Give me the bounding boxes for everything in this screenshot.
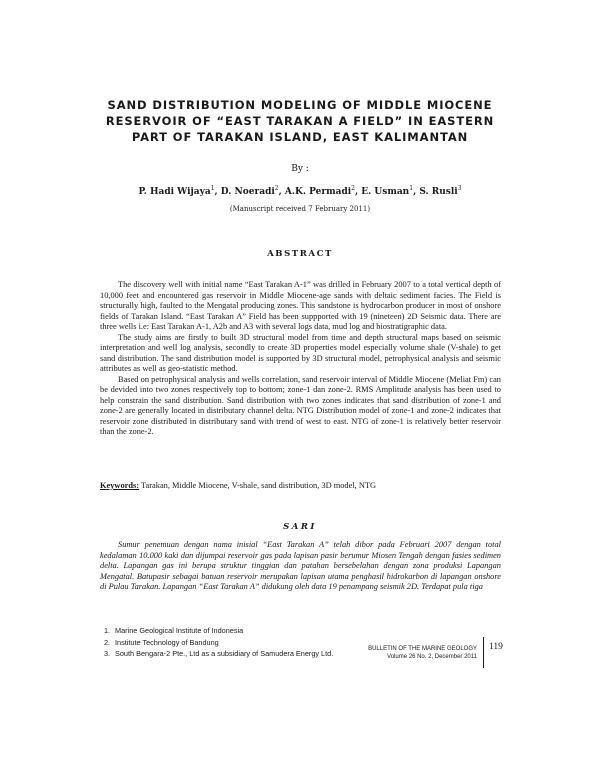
paper-title — [100, 97, 500, 145]
keywords — [100, 481, 501, 492]
footnote-number: 2. — [104, 637, 111, 647]
sari-paragraph: Sumur penemuan dengan nama inisial “East Tarakan A” telah dibor pada Februari 2007 dengan total kedalaman 10.000 kaki dan dijumpai reservoir gas pada lapisan pasir berumur Miosen Tengah dengan fasies sedimen delta. Lapangan gas ini berupa struktur tinggian dan patahan bersebelahan dengan zona produksi Lapangan Mengatal. Batupasir sebagai batuan reservoir merupakan lapisan utama penghasil hidrokarbon di lapangan onshore di Pulau Tarakan. Lapangan “East Tarakan A” didukung oleh data 19 penampang seismik 2D. Terdapat pula tiga — [100, 540, 501, 591]
journal-info — [300, 645, 477, 661]
journal-name: BULLETIN OF THE MARINE GEOLOGY — [368, 646, 477, 652]
author-affiliation: 1 — [210, 185, 215, 192]
footer-divider — [483, 637, 484, 668]
author-affiliation: 1 — [409, 185, 414, 192]
manuscript-received-note: (Manuscript received 7 February 2011) — [229, 205, 371, 213]
footnote-text: Institute Technology of Bandung — [115, 637, 219, 647]
title-line: PART OF TARAKAN ISLAND, EAST KALIMANTAN — [131, 130, 469, 144]
sari-heading: SARI — [283, 522, 317, 532]
author-name: E. Usman — [361, 187, 410, 197]
author-name: D. Noeradi — [220, 187, 275, 197]
journal-volume: Volume 26 No. 2, December 2011 — [387, 654, 477, 660]
sari-body — [100, 540, 501, 593]
footnote-text: South Bengara-2 Pte., Ltd as a subsidiary of Samudera Energy Ltd. — [115, 649, 334, 658]
footnote-text: Marine Geological Institute of Indonesia — [115, 626, 244, 635]
author-name: A.K. Permadi — [284, 187, 352, 197]
abstract-paragraph: The discovery well with initial name “East Tarakan A-1” was drilled in February 2007 to a total vertical depth of 10,000 feet and encountered gas reservoir in Middle Miocene-age sands with deltaic sediment facies. The Field is structurally high, faulted to the Mengatal producing zones. This sandstone is hydrocarbon producer in most of onshore fields of Tarakan Island. “East Tarakan A” Field has been suppported with 19 (nineteen) 2D Seismic data. There are three wells i.e: East Tarakan A-1, A2b and A3 with several logs data, mud log and biostratigraphic data. — [100, 280, 501, 331]
by-label: By : — [291, 164, 309, 174]
abstract-paragraph: The study aims are firstly to built 3D structural model from time and depth structural maps based on seismic interpretation and well log analysis, secondly to create 3D properties model especially volume shale (V-shale) to get sand distribution. The sand distribution model is supported by 3D structural model, petrophysical analysis and seismic attributes as well as geo-statistic method. — [100, 332, 501, 373]
author-name: S. Rusli — [419, 187, 458, 197]
title-line: SAND DISTRIBUTION MODELING OF MIDDLE MIOCENE — [107, 98, 493, 112]
footnote — [104, 625, 484, 637]
author-affiliation: 2 — [274, 185, 279, 192]
abstract-heading: ABSTRACT — [267, 249, 333, 259]
title-line: RESERVOIR OF “EAST TARAKAN A FIELD” IN EASTERN — [105, 114, 495, 128]
author-affiliation: 2 — [351, 185, 355, 192]
abstract-body — [100, 280, 501, 438]
keywords-label: Keywords: — [100, 481, 140, 490]
author-affiliation: 3 — [457, 185, 462, 192]
keywords-text: Tarakan, Middle Miocene, V-shale, sand distribution, 3D model, NTG — [139, 481, 377, 490]
author-list: P. Hadi Wijaya$^1$, D. Noeradi$^2$, A.K. Permadi$^2$, E. Usman$^1$, S. Rusli$^3$ — [138, 185, 462, 197]
page-number: 119 — [489, 642, 503, 652]
footnote-number: 1. — [104, 626, 111, 635]
abstract-paragraph: Based on petrophysical analysis and wells correlation, sand reservoir interval of Middle Miocene (Meliat Fm) can be devided into two zones respectively top to bottom; zone-1 dan zone-2. RMS Amplitude analysis has been used to help constrain the sand distribution. Sand distribution with two zones indicates that sand distribution of zone-1 and zone-2 are generally located in distributary channel delta. NTG Distribution model of zone-1 and zone-2 indicates that reservoir zone distributed in distributary sand with trend of west to east. NTG of zone-1 is relatively better reservoir than the zone-2. — [100, 374, 501, 436]
footnote-number: 3. — [104, 649, 111, 658]
author-name: P. Hadi Wijaya — [138, 187, 211, 197]
